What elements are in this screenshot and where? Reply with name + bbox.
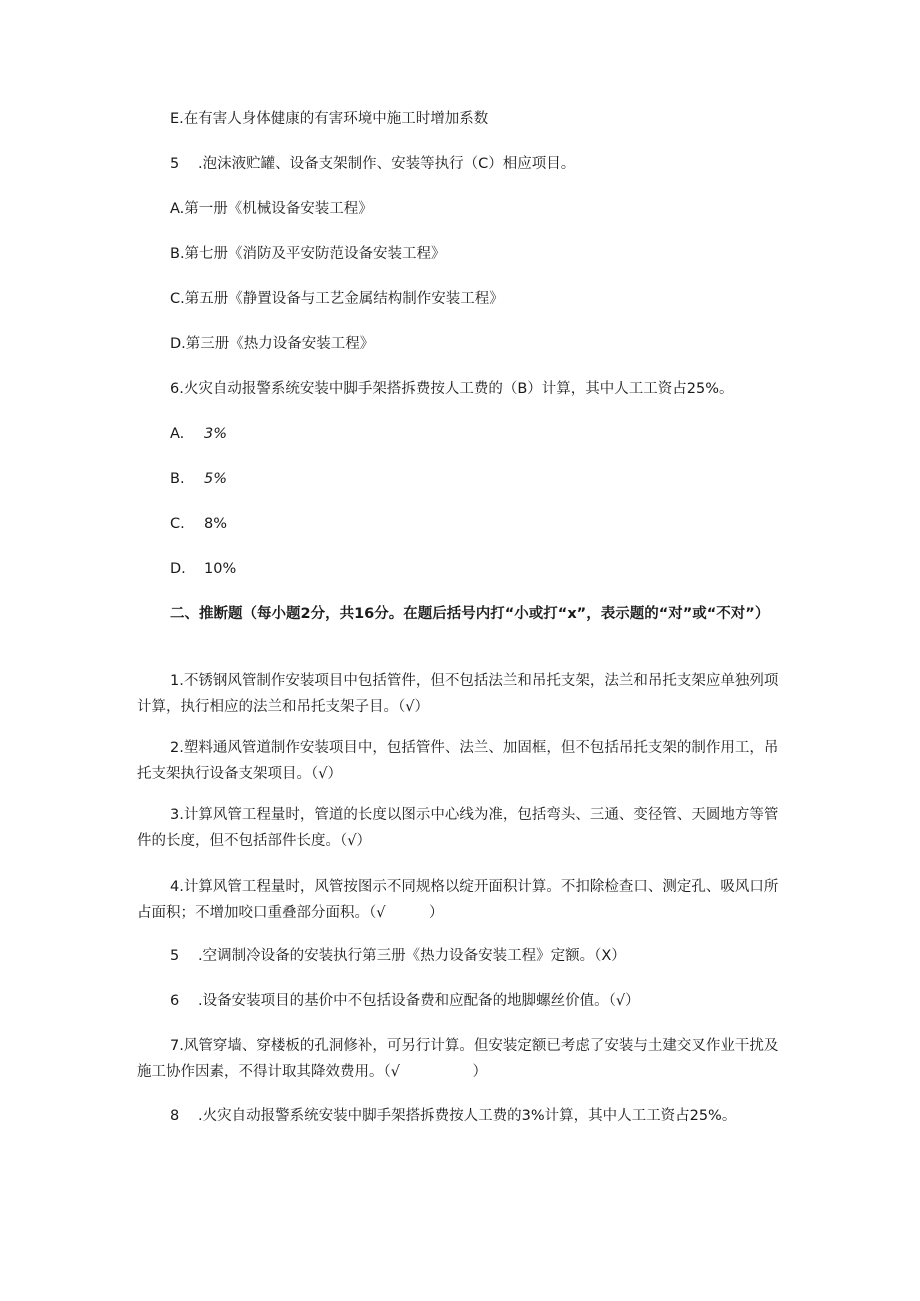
tf-item-8-number: 8: [170, 1108, 180, 1124]
q6-option-a: [170, 421, 227, 447]
tf-item-1: [137, 668, 785, 720]
q6-option-b: [170, 466, 227, 492]
tf-item-4: [137, 874, 785, 926]
question-5-number: 5: [170, 156, 180, 172]
tf-item-7-number: 7: [170, 1038, 180, 1054]
tf-item-5: [170, 943, 626, 969]
q6-option-a-value: 3%: [204, 426, 228, 442]
section-2-heading: 二、推断题（每小题2分，共16分。在题后括号内打“小或打“x”，表示题的“对”或“不对”）: [170, 606, 770, 622]
tf-item-1-text: .不锈钢风管制作安装项目中包括管件，但不包括法兰和吊托支架，法兰和吊托支架应单独列项计算，执行相应的法兰和吊托支架子目。（√）: [137, 673, 779, 715]
tf-item-6-text: .设备安装项目的基价中不包括设备费和应配备的地脚螺丝价值。（√）: [198, 993, 640, 1009]
tf-item-7-text: .风管穿墙、穿楼板的孔洞修补，可另行计算。但安装定额已考虑了安装与土建交叉作业干扰及施工协作因素，不得计取其降效费用。（√ ）: [137, 1038, 779, 1080]
q6-option-d-letter: D.: [170, 561, 186, 577]
q6-option-c: [170, 511, 227, 537]
q6-option-c-value: 8%: [204, 516, 228, 532]
q5-option-b: B.第七册《消防及平安防范设备安装工程》: [170, 246, 446, 262]
q6-option-d-value: 10%: [204, 561, 237, 577]
prev-option-e: E.在有害人身体健康的有害环境中施工时增加系数: [170, 111, 489, 127]
question-5: [170, 151, 575, 177]
tf-item-2: [137, 735, 785, 787]
question-5-text: .泡沫液贮罐、设备支架制作、安装等执行（C）相应项目。: [198, 156, 576, 172]
tf-item-3-number: 3: [170, 807, 180, 823]
q6-option-b-value: 5%: [204, 471, 228, 487]
tf-item-3-text: .计算风管工程量时，管道的长度以图示中心线为准，包括弯头、三通、变径管、天圆地方等管件的长度，但不包括部件长度。（√）: [137, 807, 779, 849]
q5-option-a: A.第一册《机械设备安装工程》: [170, 201, 373, 217]
tf-item-5-text: .空调制冷设备的安装执行第三册《热力设备安装工程》定额。（X）: [198, 948, 626, 964]
tf-item-2-text: .塑料通风管道制作安装项目中，包括管件、法兰、加固框，但不包括吊托支架的制作用工，吊托支架执行设备支架项目。（√）: [137, 740, 779, 782]
tf-item-8-text: .火灾自动报警系统安装中脚手架搭拆费按人工费的3%计算，其中人工工资占25%。: [198, 1108, 737, 1124]
tf-item-6: [170, 988, 640, 1014]
tf-item-2-number: 2: [170, 740, 180, 756]
tf-item-7: [137, 1033, 785, 1085]
tf-item-3: [137, 802, 785, 854]
tf-item-1-number: 1: [170, 673, 180, 689]
tf-item-4-text: .计算风管工程量时，风管按图示不同规格以绽开面积计算。不扣除检查口、测定孔、吸风口所占面积；不增加咬口重叠部分面积。（√ ）: [137, 879, 779, 921]
q6-option-c-letter: C.: [170, 516, 185, 532]
q6-option-d: [170, 556, 236, 582]
q6-option-b-letter: B.: [170, 471, 185, 487]
tf-item-8: [170, 1103, 736, 1129]
q5-option-d: D.第三册《热力设备安装工程》: [170, 336, 375, 352]
tf-item-4-number: 4: [170, 879, 180, 895]
question-6: 6.火灾自动报警系统安装中脚手架搭拆费按人工费的（B）计算，其中人工工资占25%。: [170, 381, 734, 397]
q6-option-a-letter: A.: [170, 426, 185, 442]
q5-option-c: C.第五册《静置设备与工艺金属结构制作安装工程》: [170, 291, 504, 307]
tf-item-5-number: 5: [170, 948, 180, 964]
tf-item-6-number: 6: [170, 993, 180, 1009]
